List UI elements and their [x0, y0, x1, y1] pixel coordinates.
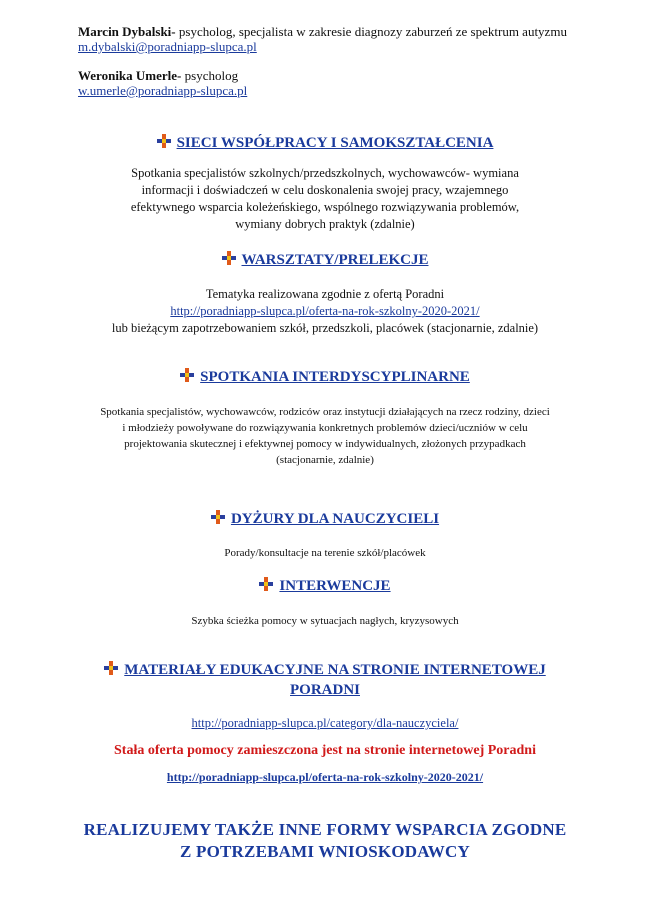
text-line: projektowania skutecznej i efektywnej pomocy w indywidualnych, złożonych przypadkach: [124, 438, 526, 450]
section-title: SIECI WSPÓŁPRACY I SAMOKSZTAŁCENIA: [176, 135, 494, 151]
section-title: WARSZTATY/PRELEKCJE: [241, 252, 429, 268]
email-link[interactable]: m.dybalski@poradniapp-slupca.pl: [78, 39, 257, 54]
text-line: i młodzieży powoływane do rozwiązywania konkretnych problemów dzieci/uczniów w celu: [122, 422, 528, 434]
text-line: Szybka ścieżka pomocy w sytuacjach nagłych, kryzysowych: [191, 615, 459, 627]
text-line: Spotkania specjalistów, wychowawców, rodziców oraz instytucji działających na rzecz rodziny, dzieci: [100, 406, 550, 418]
contact-block-umerle: [78, 68, 247, 98]
offer-link[interactable]: http://poradniapp-slupca.pl/oferta-na-rok-szkolny-2020-2021/: [166, 770, 484, 784]
closing-statement: [0, 819, 650, 863]
section-body-spotkania: [0, 404, 650, 468]
text-line: lub bieżącym zapotrzebowaniem szkół, przedszkoli, placówek (stacjonarnie, zdalnie): [111, 321, 539, 335]
text-line: wymiany dobrych praktyk (zdalnie): [235, 217, 415, 231]
section-title-cont: PORADNI: [290, 682, 360, 698]
offer-link-row: [0, 768, 650, 786]
contact-name: Marcin Dybalski-: [78, 24, 176, 39]
materials-link[interactable]: http://poradniapp-slupca.pl/category/dla-nauczyciela/: [191, 716, 459, 730]
section-heading-sieci: [0, 134, 650, 152]
text-line: informacji i doświadczeń w celu doskonalenia swojej pracy, wzajemnego: [141, 183, 509, 197]
offer-notice: Stała oferta pomocy zamieszczona jest na stronie internetowej Poradni: [114, 743, 536, 758]
closing-line: REALIZUJEMY TAKŻE INNE FORMY WSPARCIA ZGODNE: [83, 820, 567, 839]
section-title: MATERIAŁY EDUKACYJNE NA STRONIE INTERNETOWEJ: [124, 662, 546, 678]
plus-bullet-icon: [104, 661, 118, 675]
text-line: Porady/konsultacje na terenie szkół/placówek: [224, 547, 426, 559]
offer-link[interactable]: http://poradniapp-slupca.pl/oferta-na-rok-szkolny-2020-2021/: [170, 304, 480, 318]
section-heading-spotkania: [0, 368, 650, 386]
plus-bullet-icon: [222, 251, 236, 265]
contact-role: psycholog, specjalista w zakresie diagnozy zaburzeń ze spektrum autyzmu: [175, 24, 567, 39]
section-heading-materialy: [0, 660, 650, 700]
section-body-sieci: [0, 165, 650, 233]
contact-block-dybalski: [78, 24, 567, 54]
contact-name: Weronika Umerle-: [78, 68, 182, 83]
section-body-dyzury: [0, 545, 650, 561]
contact-role: psycholog: [181, 68, 239, 83]
section-body-warsztaty: [0, 286, 650, 337]
plus-bullet-icon: [259, 577, 273, 591]
section-body-materialy: [0, 715, 650, 732]
email-link[interactable]: w.umerle@poradniapp-slupca.pl: [78, 83, 248, 98]
closing-line: Z POTRZEBAMI WNIOSKODAWCY: [180, 842, 470, 861]
section-heading-dyzury: [0, 510, 650, 528]
section-title: DYŻURY DLA NAUCZYCIELI: [230, 511, 440, 527]
section-body-interwencje: [0, 613, 650, 629]
text-line: efektywnego wsparcia koleżeńskiego, wspólnego rozwiązywania problemów,: [130, 200, 520, 214]
text-line: Tematyka realizowana zgodnie z ofertą Poradni: [205, 287, 445, 301]
text-line: (stacjonarnie, zdalnie): [276, 454, 374, 466]
section-heading-interwencje: [0, 577, 650, 595]
plus-bullet-icon: [157, 134, 171, 148]
plus-bullet-icon: [211, 510, 225, 524]
section-heading-warsztaty: [0, 251, 650, 269]
text-line: Spotkania specjalistów szkolnych/przedszkolnych, wychowawców- wymiana: [131, 166, 519, 180]
section-title: SPOTKANIA INTERDYSCYPLINARNE: [200, 369, 470, 385]
section-title: INTERWENCJE: [279, 578, 391, 594]
plus-bullet-icon: [180, 368, 194, 382]
